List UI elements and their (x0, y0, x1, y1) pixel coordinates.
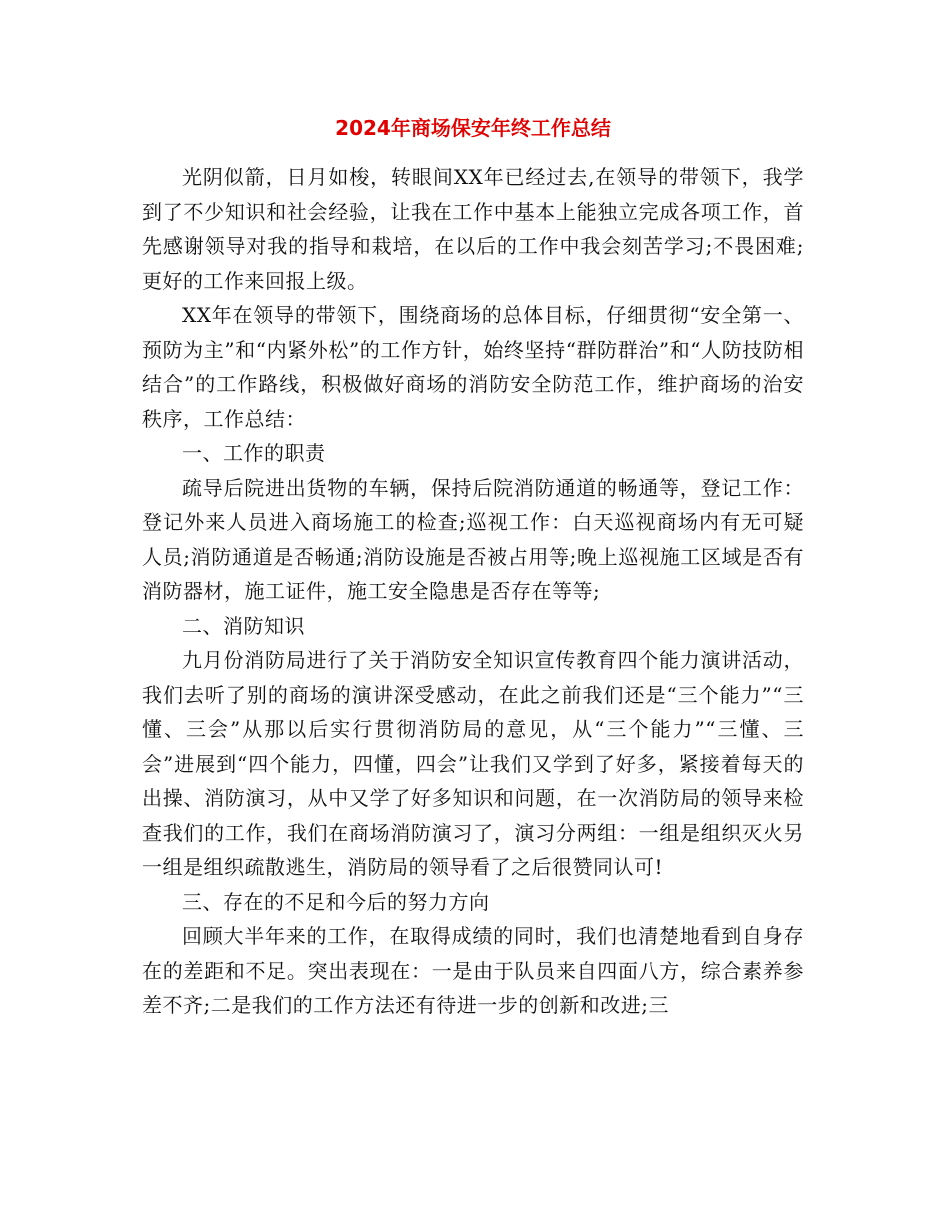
summary-paragraph: XX年在领导的带领下，围绕商场的总体目标，仔细贯彻“安全第一、预防为主”和“内紧外松”的工作方针，始终坚持“群防群治”和“人防技防相结合”的工作路线，积极做好商场的消防安全防范工作，维护商场的治安秩序，工作总结： (142, 303, 804, 431)
section-body-duties: 疏导后院进出货物的车辆，保持后院消防通道的畅通等，登记工作：登记外来人员进入商场施工的检查;巡视工作：白天巡视商场内有无可疑人员;消防通道是否畅通;消防设施是否被占用等;晚上巡视施工区域是否有消防器材，施工证件，施工安全隐患是否存在等等; (142, 475, 804, 603)
section-body-shortcomings: 回顾大半年来的工作，在取得成绩的同时，我们也清楚地看到自身存在的差距和不足。突出表现在：一是由于队员来自四面八方，综合素养参差不齐;二是我们的工作方法还有待进一步的创新和改进;三 (142, 924, 804, 1017)
section-heading-duties: 一、工作的职责 (182, 441, 326, 465)
document-title: 2024年商场保安年终工作总结 (335, 116, 611, 140)
section-body-fire-knowledge: 九月份消防局进行了关于消防安全知识宣传教育四个能力演讲活动，我们去听了别的商场的演讲深受感动，在此之前我们还是“三个能力”“三懂、三会”从那以后实行贯彻消防局的意见，从“三个能力”“三懂、三会”进展到“四个能力，四懂，四会”让我们又学到了好多，紧接着每天的出操、消防演习，从中又学了好多知识和问题，在一次消防局的领导来检查我们的工作，我们在商场消防演习了，演习分两组：一组是组织灭火另一组是组织疏散逃生，消防局的领导看了之后很赞同认可! (142, 648, 804, 879)
section-heading-shortcomings: 三、存在的不足和今后的努力方向 (182, 889, 490, 914)
intro-paragraph: 光阴似箭，日月如梭，转眼间XX年已经过去,在领导的带领下，我学到了不少知识和社会经验，让我在工作中基本上能独立完成各项工作，首先感谢领导对我的指导和栽培，在以后的工作中我会刻苦学习;不畏困难;更好的工作来回报上级。 (142, 165, 804, 293)
section-heading-fire-knowledge: 二、消防知识 (182, 613, 305, 638)
